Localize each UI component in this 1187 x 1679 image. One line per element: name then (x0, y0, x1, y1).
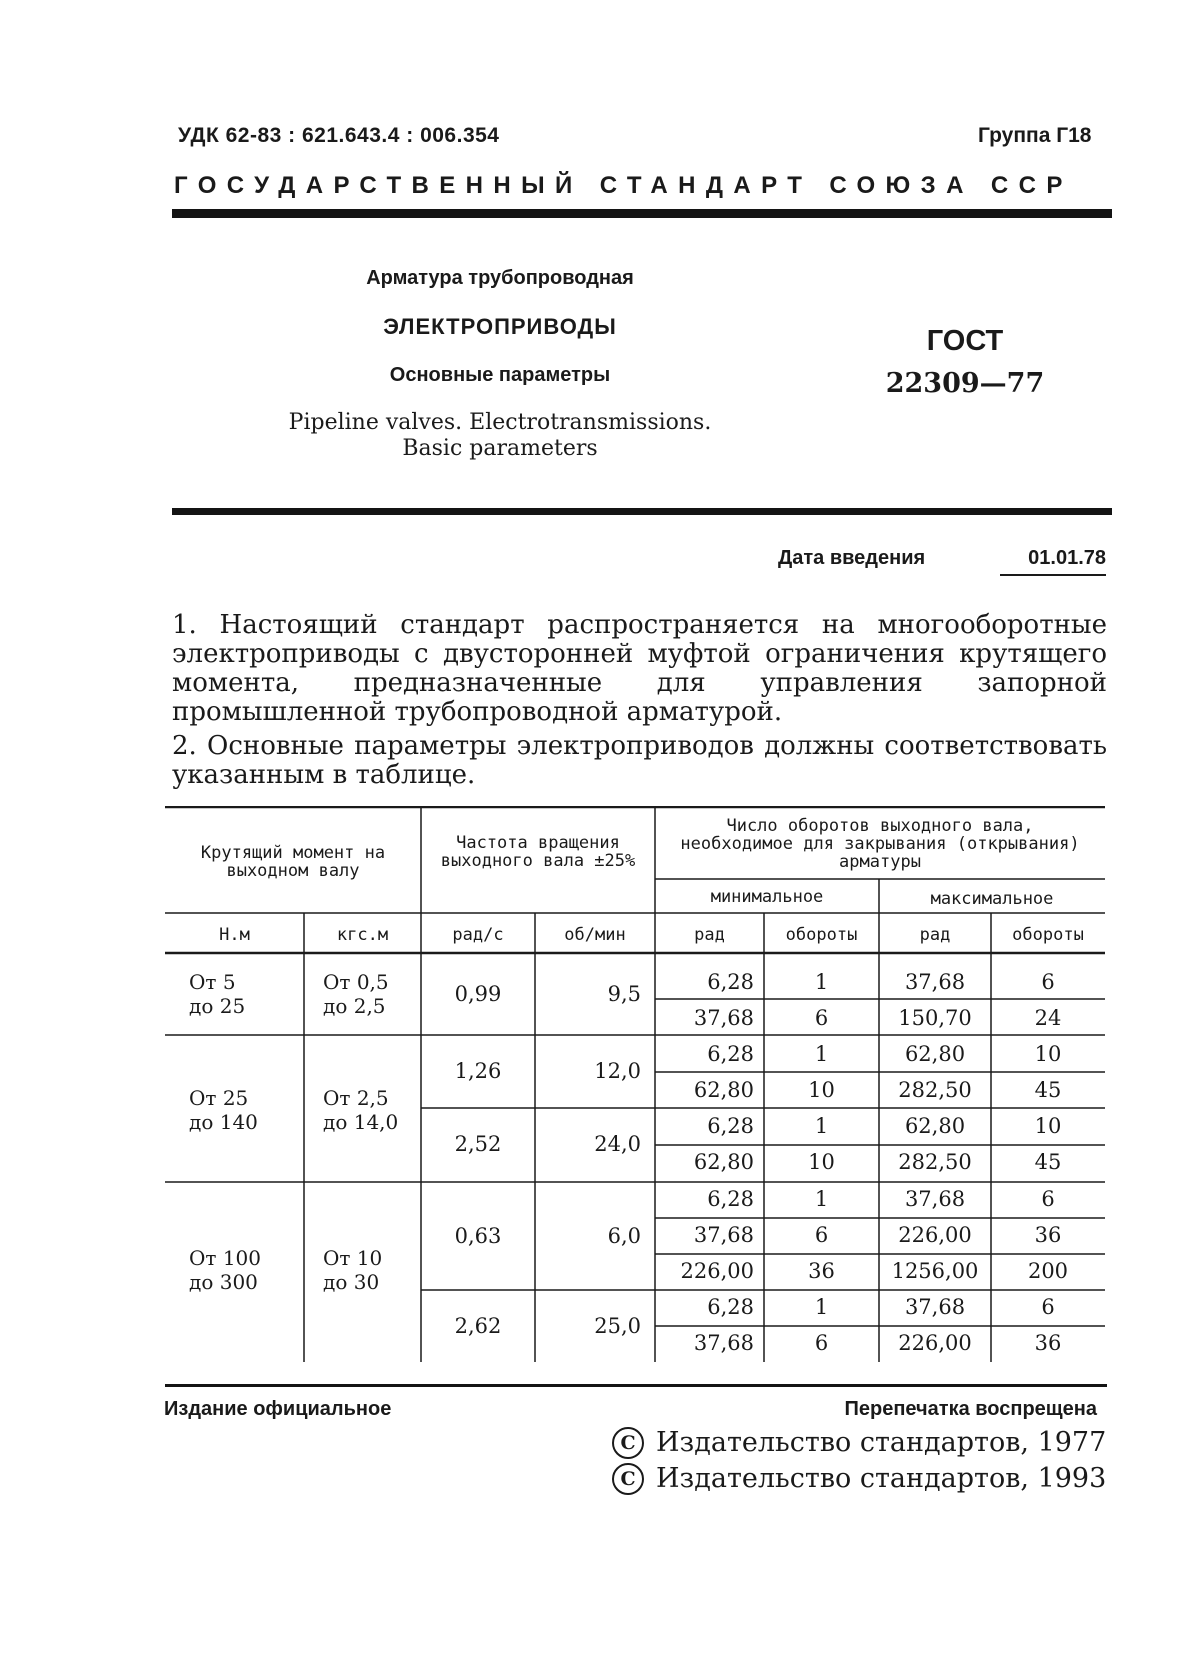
row-9-min-turns: 36 (808, 1259, 835, 1283)
torque-nm-group-3: От 100 до 300 (189, 1246, 261, 1294)
unit-nm: Н.м (219, 925, 250, 945)
unit-rad-max: рад (919, 925, 951, 945)
row-5-min-rad: 6,28 (707, 1114, 754, 1138)
speed-rpm-3: 24,0 (594, 1132, 641, 1156)
torque-nm-group-1: От 5 до 25 (189, 970, 246, 1018)
header-maximal: максимальное (930, 889, 1054, 909)
unit-rad-s: рад/с (452, 925, 504, 945)
title-subject: Арматура трубопроводная (366, 267, 634, 289)
row-5-max-turns: 10 (1034, 1114, 1062, 1138)
speed-rad-s-2: 1,26 (454, 1059, 502, 1083)
header-minimal: минимальное (710, 887, 824, 907)
top-rule (172, 209, 1112, 218)
row-5-min-turns: 1 (814, 1114, 829, 1138)
row-8-max-rad: 226,00 (898, 1223, 972, 1247)
gost-label: ГОСТ (926, 325, 1004, 357)
row-11-max-rad: 226,00 (898, 1331, 972, 1355)
row-3-max-rad: 62,80 (904, 1042, 966, 1066)
row-2-min-rad: 37,68 (693, 1006, 754, 1030)
row-1-max-turns: 6 (1041, 970, 1055, 994)
row-6-max-rad: 282,50 (898, 1150, 972, 1174)
copyright-line-1 (612, 1427, 1107, 1459)
intro-date-label: Дата введения (778, 547, 926, 569)
row-6-min-turns: 10 (808, 1150, 835, 1174)
speed-rad-s-3: 2,52 (454, 1132, 502, 1156)
gost-number: 22309—77 (885, 368, 1045, 399)
speed-rad-s-1: 0,99 (454, 982, 502, 1006)
torque-kgsm-group-3: От 10 до 30 (323, 1246, 383, 1294)
row-1-min-rad: 6,28 (707, 970, 754, 994)
udk-code: УДК 62-83 : 621.643.4 : 006.354 (178, 124, 500, 147)
unit-turns-max: обороты (1012, 925, 1084, 945)
speed-rpm-1: 9,5 (607, 982, 641, 1006)
row-2-max-turns: 24 (1034, 1006, 1062, 1030)
speed-rpm-2: 12,0 (594, 1059, 641, 1083)
unit-rad-min: рад (694, 925, 725, 945)
title-english-line1: Pipeline valves. Electrotransmissions. (288, 410, 712, 435)
row-6-max-turns: 45 (1034, 1150, 1062, 1174)
header-turns: Число оборотов выходного вала, необходимое для закрывания (открывания) арматуры (680, 816, 1080, 872)
row-7-max-turns: 6 (1041, 1187, 1055, 1211)
row-7-min-turns: 1 (814, 1187, 829, 1211)
copyright-text-1: Издательство стандартов, 1977 (656, 1427, 1107, 1458)
copyright-icon: C (612, 1427, 644, 1459)
row-1-max-rad: 37,68 (904, 970, 966, 994)
row-3-min-rad: 6,28 (707, 1042, 754, 1066)
speed-rad-s-4: 0,63 (454, 1224, 502, 1248)
torque-kgsm-group-2: От 2,5 до 14,0 (323, 1086, 399, 1134)
row-9-max-turns: 200 (1027, 1259, 1069, 1283)
row-9-max-rad: 1256,00 (891, 1259, 979, 1283)
middle-rule (172, 508, 1112, 515)
unit-rpm: об/мин (564, 925, 626, 945)
row-7-min-rad: 6,28 (707, 1187, 754, 1211)
row-8-max-turns: 36 (1034, 1223, 1062, 1247)
row-11-max-turns: 36 (1034, 1331, 1062, 1355)
row-8-min-turns: 6 (814, 1223, 829, 1247)
group-code: Группа Г18 (978, 124, 1092, 147)
row-11-min-rad: 37,68 (693, 1331, 754, 1355)
parameters-table (165, 806, 1105, 1362)
row-2-min-turns: 6 (814, 1006, 829, 1030)
speed-rpm-5: 25,0 (594, 1314, 641, 1338)
row-1-min-turns: 1 (814, 970, 829, 994)
row-10-max-turns: 6 (1041, 1295, 1055, 1319)
title-main: ЭЛЕКТРОПРИВОДЫ (383, 314, 617, 339)
row-4-max-rad: 282,50 (898, 1078, 972, 1102)
row-6-min-rad: 62,80 (693, 1150, 754, 1174)
torque-kgsm-group-1: От 0,5 до 2,5 (323, 970, 389, 1018)
row-10-max-rad: 37,68 (904, 1295, 966, 1319)
header-frequency: Частота вращения выходного вала ±25% (440, 833, 636, 871)
speed-rad-s-5: 2,62 (454, 1314, 502, 1338)
row-5-max-rad: 62,80 (904, 1114, 966, 1138)
row-7-max-rad: 37,68 (904, 1187, 966, 1211)
reprint-note: Перепечатка воспрещена (844, 1398, 1097, 1420)
row-3-min-turns: 1 (814, 1042, 829, 1066)
copyright-line-2 (612, 1463, 1107, 1495)
bottom-rule (165, 1384, 1107, 1387)
paragraph-parameters: 2. Основные параметры электроприводов должны соответствовать указанным в таблице. (172, 731, 1107, 790)
row-11-min-turns: 6 (814, 1331, 829, 1355)
row-10-min-turns: 1 (814, 1295, 829, 1319)
unit-turns-min: обороты (785, 925, 858, 945)
header-torque: Крутящий момент на выходном валу (200, 843, 386, 881)
title-english-line2: Basic parameters (402, 436, 598, 461)
torque-nm-group-2: От 25 до 140 (189, 1086, 258, 1134)
unit-kgsm: кгс.м (336, 925, 389, 945)
paragraph-scope: 1. Настоящий стандарт распространяется на многооборотные электроприводы с двусторонней муфтой ограничения крутящего момента, предназначенные для управления запорной промышленной трубопроводной арматурой. (172, 610, 1107, 727)
edition-note: Издание официальное (164, 1398, 392, 1420)
row-4-min-rad: 62,80 (693, 1078, 754, 1102)
title-sub: Основные параметры (389, 364, 611, 386)
row-2-max-rad: 150,70 (898, 1006, 972, 1030)
copyright-text-2: Издательство стандартов, 1993 (656, 1463, 1107, 1494)
row-8-min-rad: 37,68 (693, 1223, 754, 1247)
copyright-icon: C (612, 1463, 644, 1495)
intro-date-value: 01.01.78 (1000, 547, 1106, 576)
row-4-max-turns: 45 (1034, 1078, 1062, 1102)
speed-rpm-4: 6,0 (607, 1224, 641, 1248)
state-standard-banner: ГОСУДАРСТВЕННЫЙ СТАНДАРТ СОЮЗА ССР (174, 172, 1073, 199)
row-3-max-turns: 10 (1034, 1042, 1062, 1066)
row-4-min-turns: 10 (808, 1078, 835, 1102)
row-10-min-rad: 6,28 (707, 1295, 754, 1319)
row-9-min-rad: 226,00 (680, 1259, 754, 1283)
title-english (270, 410, 730, 462)
